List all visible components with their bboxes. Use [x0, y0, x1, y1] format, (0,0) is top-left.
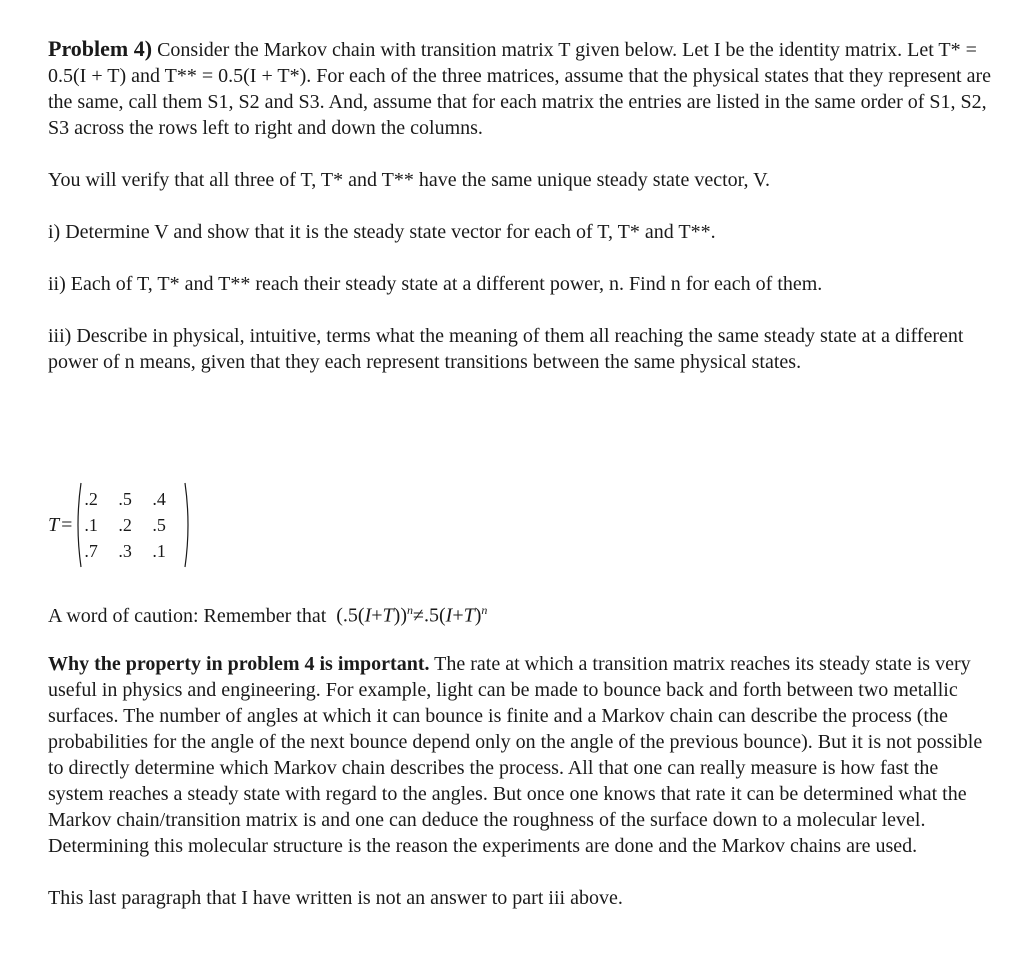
- matrix-label: T: [48, 513, 60, 536]
- why-paragraph: [48, 651, 996, 859]
- caution-line: [48, 597, 487, 629]
- part-ii-paragraph: ii) Each of T, T* and T** reach their steady state at a different power, n. Find n for each of them.: [48, 273, 823, 295]
- matrix-cell: .7: [84, 541, 98, 561]
- formula-part: ): [474, 604, 482, 627]
- matrix-grid: [82, 486, 184, 564]
- formula-part: I: [364, 604, 372, 627]
- formula-part: )): [393, 604, 407, 627]
- formula-exponent: n: [407, 603, 413, 617]
- formula-part: +: [371, 604, 383, 627]
- formula-part: +: [452, 604, 464, 627]
- why-section: [48, 651, 996, 911]
- matrix-cell: .3: [118, 541, 132, 561]
- verify-paragraph: You will verify that all three of T, T* and T** have the same unique steady state vector, V.: [48, 169, 771, 191]
- problem-label: Problem 4): [48, 36, 153, 61]
- formula-part: .5(: [423, 604, 446, 627]
- problem-intro-text: Consider the Markov chain with transition matrix T given below. Let I be the identity matrix. Let T* = 0.5(I + T) and T** = 0.5(I + T*). For each of the three matrices, assume that the physical states that they represent are the same, call them S1, S2 and S3. And, assume that for each matrix the entries are listed in the same order of S1, S2, S3 across the rows left to right and down the columns.: [48, 39, 991, 139]
- right-paren-icon: [184, 482, 192, 568]
- caution-formula: [336, 597, 487, 629]
- problem-intro-paragraph: [48, 36, 996, 141]
- formula-part: I: [445, 604, 453, 627]
- matrix-cell: .2: [84, 489, 98, 509]
- formula-part: (.5(: [336, 604, 365, 627]
- matrix-equals: =: [61, 513, 73, 536]
- formula-part: T: [463, 604, 475, 627]
- formula-part: T: [382, 604, 394, 627]
- part-iii-paragraph: iii) Describe in physical, intuitive, terms what the meaning of them all reaching the same steady state at a different power of n means, given that they each represent transitions between the same physical states.: [48, 325, 964, 373]
- why-lead: Why the property in problem 4 is important.: [48, 653, 430, 675]
- problem-section: [48, 36, 996, 375]
- matrix-cell: .1: [84, 515, 98, 535]
- matrix-cell: .1: [152, 541, 166, 561]
- why-body: The rate at which a transition matrix reaches its steady state is very useful in physics and engineering. For example, light can be made to bounce back and forth between two metallic surfaces. The number of angles at which it can bounce is finite and a Markov chain can describe the process (the probabilities for the angle of the next bounce depend only on the angle of the previous bounce). But it is not possible to directly determine which Markov chain describes the process. All that one can really measure is how fast the system reaches a steady state with regard to the angles. But once one knows that rate it can be determined what the Markov chain/transition matrix is and one can deduce the roughness of the surface down to a molecular level. Determining this molecular structure is the reason the experiments are done and the Markov chains are used.: [48, 653, 983, 857]
- matrix-cell: .2: [118, 515, 132, 535]
- matrix-cell: .5: [152, 515, 166, 535]
- matrix-body: [74, 482, 192, 568]
- part-i-paragraph: i) Determine V and show that it is the steady state vector for each of T, T* and T**.: [48, 221, 716, 243]
- left-paren-icon: [74, 482, 82, 568]
- matrix-cell: .5: [118, 489, 132, 509]
- matrix-cell: .4: [152, 489, 166, 509]
- formula-exponent: n: [481, 603, 488, 617]
- closing-note: This last paragraph that I have written is not an answer to part iii above.: [48, 887, 623, 909]
- transition-matrix: [48, 480, 192, 570]
- formula-part: ≠: [413, 604, 424, 627]
- caution-text: A word of caution: Remember that: [48, 604, 327, 627]
